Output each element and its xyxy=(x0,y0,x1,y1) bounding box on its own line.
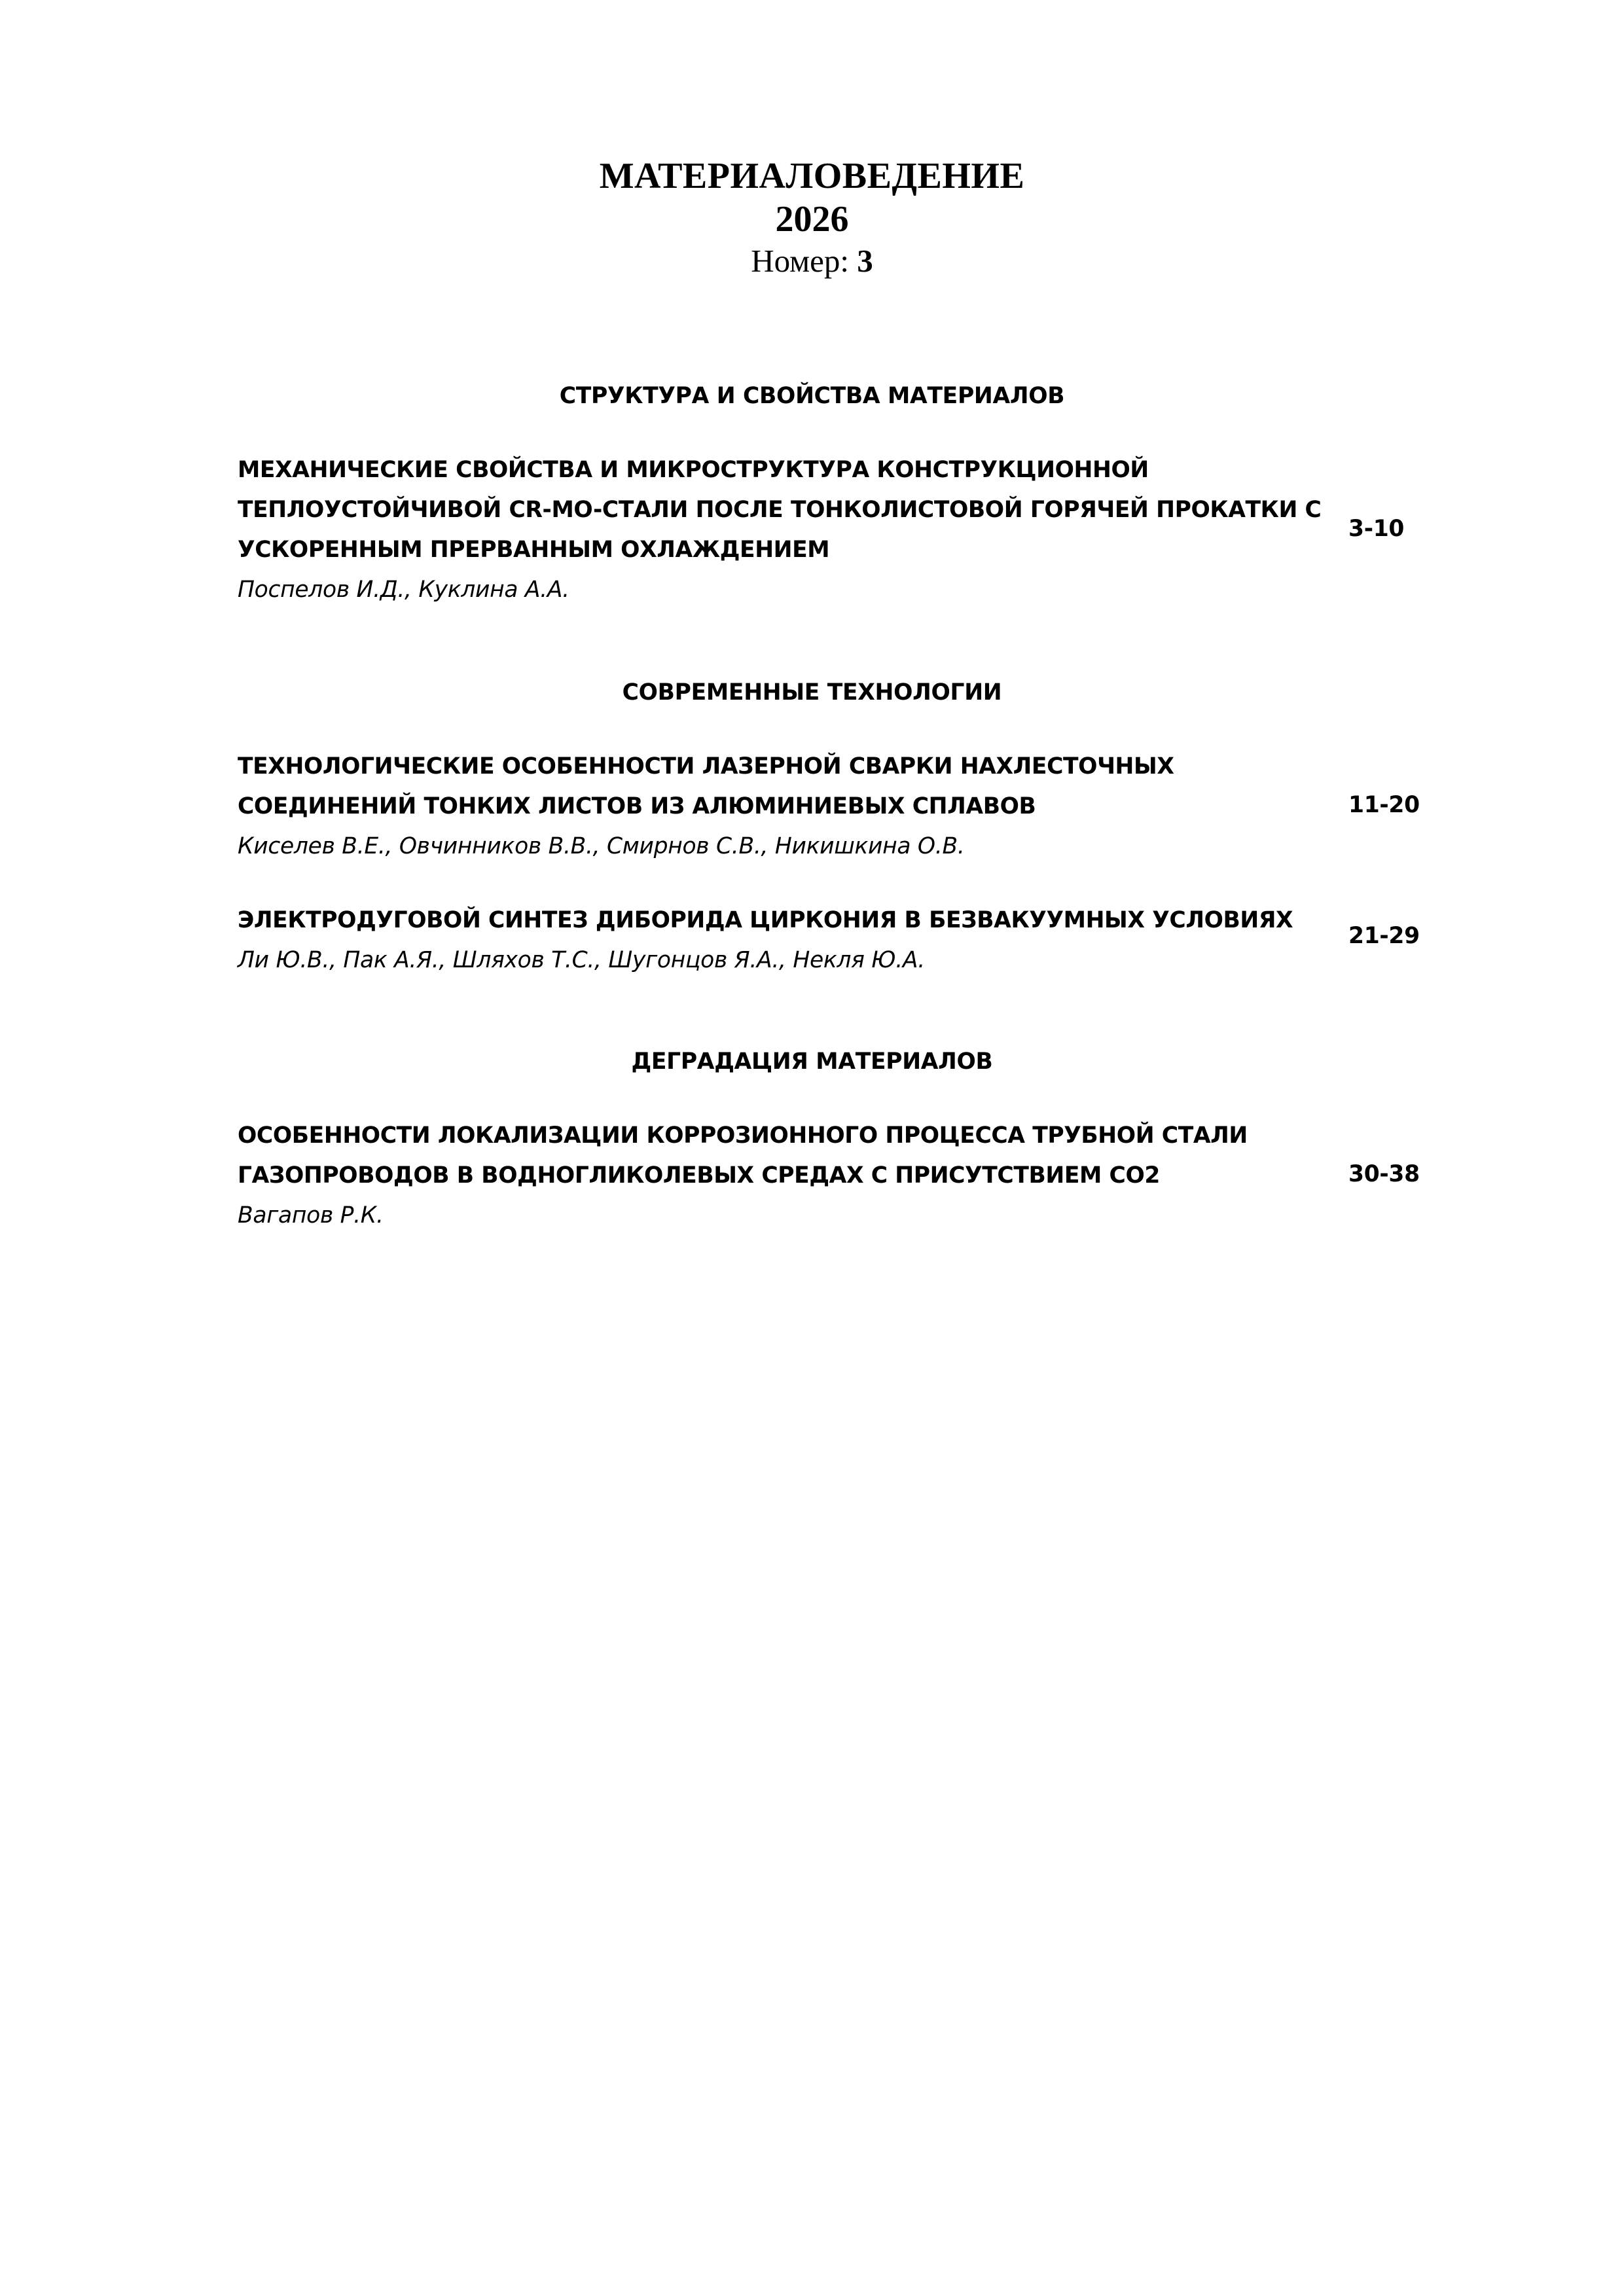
article-pages: 11-20 xyxy=(1348,792,1420,818)
article-pages: 3-10 xyxy=(1348,516,1405,542)
article-authors: Киселев В.Е., Овчинников В.В., Смирнов С.В., Никишкина О.В. xyxy=(238,833,965,859)
article-title[interactable]: МЕХАНИЧЕСКИЕ СВОЙСТВА И МИКРОСТРУКТУРА КОНСТРУКЦИОННОЙ ТЕПЛОУСТОЙЧИВОЙ CR-MO-СТАЛИ ПОСЛЕ ТОНКОЛИСТОВОЙ ГОРЯЧЕЙ ПРОКАТКИ С УСКОРЕННЫМ ПРЕРВАННЫМ ОХЛАЖДЕНИЕМ xyxy=(238,457,1322,563)
issue-label: Номер: xyxy=(751,243,850,279)
journal-title: МАТЕРИАЛОВЕДЕНИЕ xyxy=(599,156,1025,196)
toc-entry[interactable] xyxy=(238,1116,1350,1236)
section-heading: СОВРЕМЕННЫЕ ТЕХНОЛОГИИ xyxy=(622,679,1002,706)
article-title[interactable]: ЭЛЕКТРОДУГОВОЙ СИНТЕЗ ДИБОРИДА ЦИРКОНИЯ В БЕЗВАКУУМНЫХ УСЛОВИЯХ xyxy=(238,907,1293,933)
toc-entry[interactable] xyxy=(238,450,1350,610)
toc-entry[interactable] xyxy=(238,747,1350,867)
article-title[interactable]: ТЕХНОЛОГИЧЕСКИЕ ОСОБЕННОСТИ ЛАЗЕРНОЙ СВАРКИ НАХЛЕСТОЧНЫХ СОЕДИНЕНИЙ ТОНКИХ ЛИСТОВ ИЗ АЛЮМИНИЕВЫХ СПЛАВОВ xyxy=(238,753,1174,819)
issue-number: 3 xyxy=(857,243,873,279)
article-title[interactable]: ОСОБЕННОСТИ ЛОКАЛИЗАЦИИ КОРРОЗИОННОГО ПРОЦЕССА ТРУБНОЙ СТАЛИ ГАЗОПРОВОДОВ В ВОДНОГЛИКОЛЕВЫХ СРЕДАХ С ПРИСУТСТВИЕМ СО2 xyxy=(238,1122,1248,1189)
article-authors: Ли Ю.В., Пак А.Я., Шляхов Т.С., Шугонцов Я.А., Некля Ю.А. xyxy=(238,947,925,973)
article-authors: Вагапов Р.К. xyxy=(238,1202,384,1229)
section-heading: ДЕГРАДАЦИЯ МАТЕРИАЛОВ xyxy=(631,1049,993,1075)
article-pages: 30-38 xyxy=(1348,1161,1420,1187)
section-heading: СТРУКТУРА И СВОЙСТВА МАТЕРИАЛОВ xyxy=(559,383,1065,409)
toc-entry[interactable] xyxy=(238,901,1350,980)
issue-line xyxy=(0,241,1624,281)
journal-year: 2026 xyxy=(775,199,849,240)
article-pages: 21-29 xyxy=(1348,923,1420,949)
article-authors: Поспелов И.Д., Куклина А.А. xyxy=(238,577,569,603)
